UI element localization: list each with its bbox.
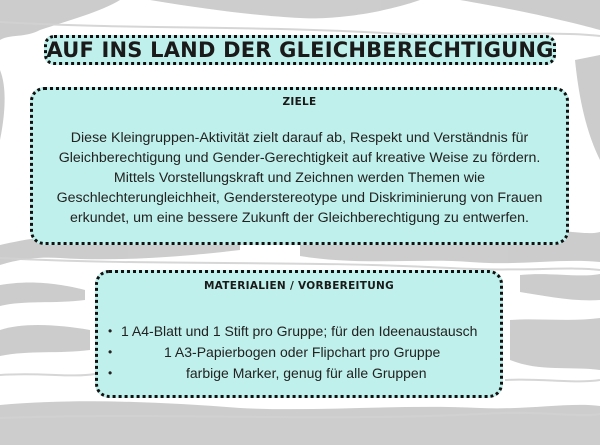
materials-item-text: farbige Marker, genug für alle Gruppen xyxy=(186,365,427,381)
materials-item-text: 1 A3-Papierbogen oder Flipchart pro Gruppe xyxy=(164,344,441,360)
materials-card xyxy=(95,270,503,398)
materials-list xyxy=(98,321,500,384)
goals-line: Diese Kleingruppen-Aktivität zielt darauf ab, Respekt und Verständnis für xyxy=(70,130,529,146)
materials-heading: MATERIALIEN / VORBEREITUNG xyxy=(203,280,395,292)
goals-card xyxy=(30,87,569,245)
list-item xyxy=(98,321,500,342)
goals-line: Mittels Vorstellungskraft und Zeichnen werden Themen wie xyxy=(113,170,486,186)
page-title: AUF INS LAND DER GLEICHBERECHTIGUNG xyxy=(46,38,554,62)
list-item xyxy=(98,363,500,384)
bullet-icon: • xyxy=(108,324,113,338)
goals-heading: ZIELE xyxy=(282,96,317,108)
list-item xyxy=(98,342,500,363)
goals-line: Geschlechterungleichheit, Genderstereotype und Diskriminierung von Frauen xyxy=(56,190,543,206)
materials-item-text: 1 A4-Blatt und 1 Stift pro Gruppe; für den Ideenaustausch xyxy=(121,323,478,339)
goals-line: erkundet, um eine bessere Zukunft der Gleichberechtigung zu entwerfen. xyxy=(70,210,529,226)
bullet-icon: • xyxy=(108,345,113,359)
goals-line: Gleichberechtigung und Gender-Gerechtigkeit auf kreative Weise zu fördern. xyxy=(58,150,541,166)
goals-text xyxy=(33,128,566,228)
title-banner xyxy=(44,35,556,65)
bullet-icon: • xyxy=(108,366,113,380)
